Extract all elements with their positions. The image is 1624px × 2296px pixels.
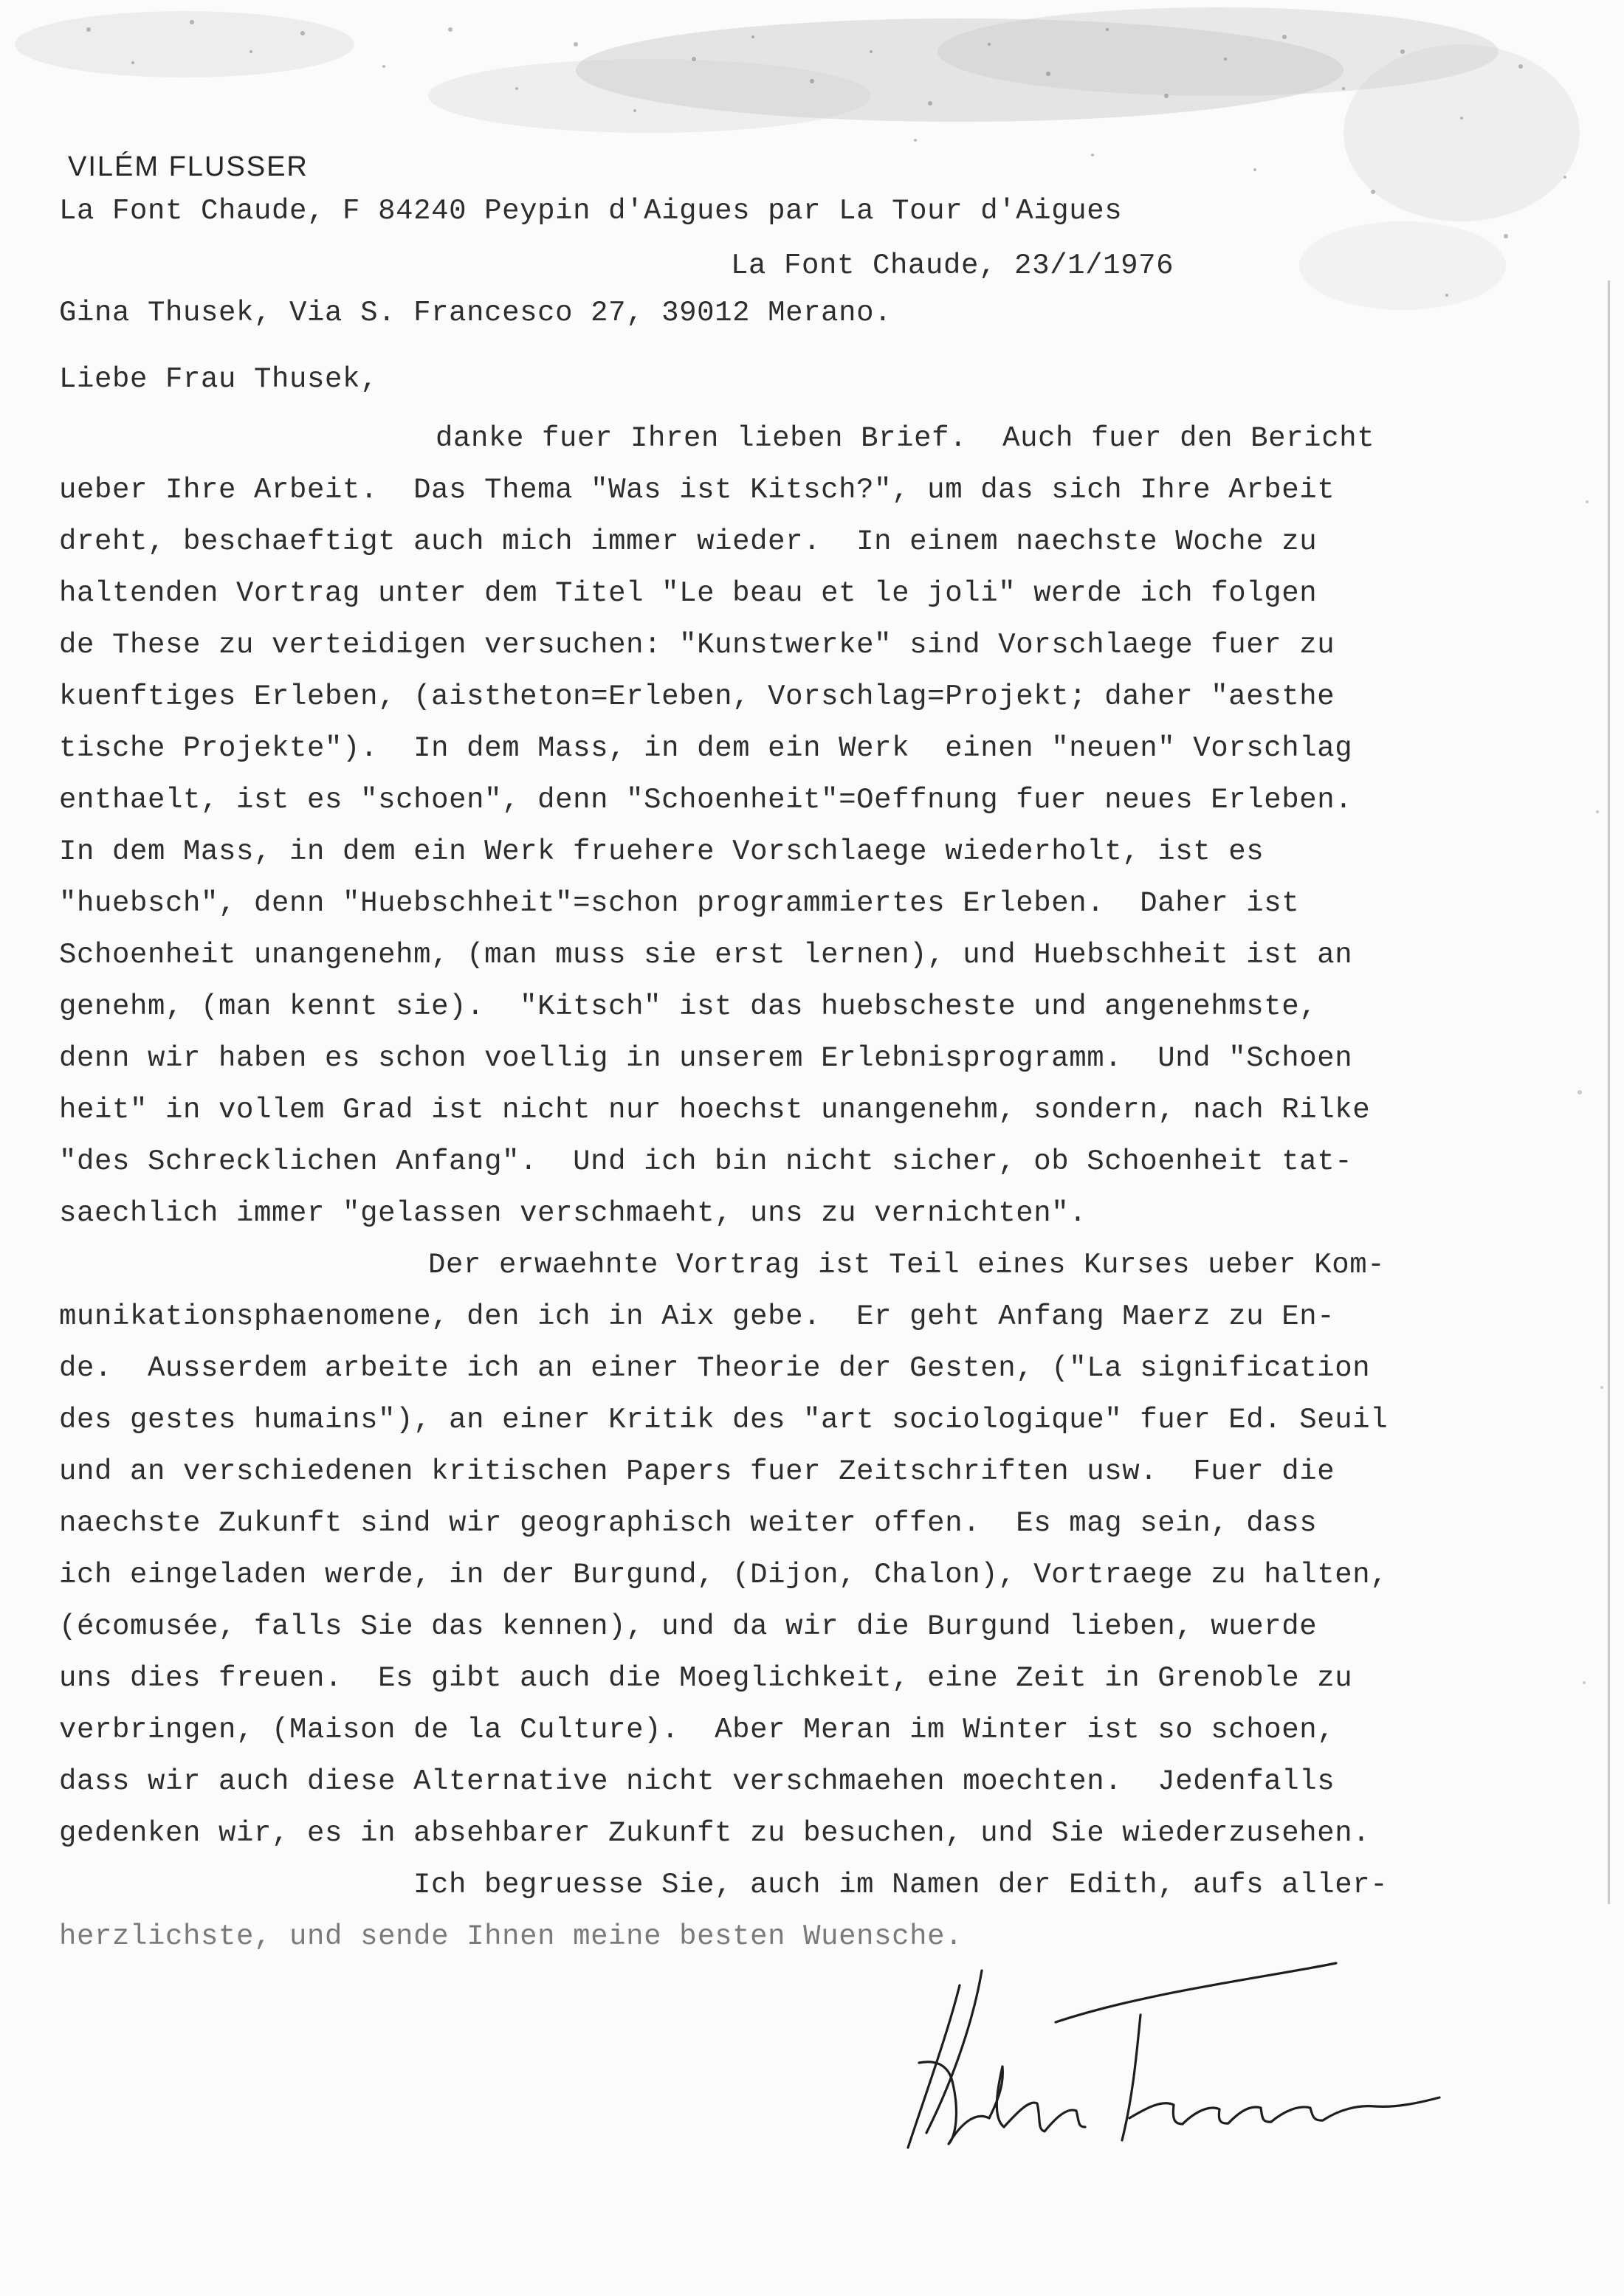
body-line: tische Projekte"). In dem Mass, in dem ein Werk einen "neuen" Vorschlag	[59, 732, 1353, 765]
body-line: uns dies freuen. Es gibt auch die Moeglichkeit, eine Zeit in Grenoble zu	[59, 1662, 1353, 1695]
letter-date: La Font Chaude, 23/1/1976	[731, 249, 1174, 282]
body-line: enthaelt, ist es "schoen", denn "Schoenheit"=Oeffnung fuer neues Erleben.	[59, 784, 1353, 816]
body-line: denn wir haben es schon voellig in unserem Erlebnisprogramm. Und "Schoen	[59, 1042, 1353, 1075]
handwritten-signature	[878, 1934, 1469, 2155]
body-line: ueber Ihre Arbeit. Das Thema "Was ist Kitsch?", um das sich Ihre Arbeit	[59, 474, 1335, 506]
body-line: des gestes humains"), an einer Kritik des "art sociologique" fuer Ed. Seuil	[59, 1404, 1389, 1436]
body-line: naechste Zukunft sind wir geographisch weiter offen. Es mag sein, dass	[59, 1507, 1318, 1540]
letterhead-name: VILÉM FLUSSER	[68, 151, 309, 182]
body-line: verbringen, (Maison de la Culture). Aber Meran im Winter ist so schoen,	[59, 1714, 1335, 1746]
body-line: de These zu verteidigen versuchen: "Kunstwerke" sind Vorschlaege fuer zu	[59, 629, 1335, 661]
body-line: haltenden Vortrag unter dem Titel "Le beau et le joli" werde ich folgen	[59, 577, 1318, 610]
photocopy-noise-edge	[1565, 280, 1624, 1904]
body-line: dreht, beschaeftigt auch mich immer wieder. In einem naechste Woche zu	[59, 525, 1318, 558]
body-line: munikationsphaenomene, den ich in Aix gebe. Er geht Anfang Maerz zu En-	[59, 1300, 1335, 1333]
body-line: "des Schrecklichen Anfang". Und ich bin nicht sicher, ob Schoenheit tat-	[59, 1145, 1353, 1178]
body-line: dass wir auch diese Alternative nicht verschmaehen moechten. Jedenfalls	[59, 1765, 1335, 1798]
body-line: "huebsch", denn "Huebschheit"=schon programmiertes Erleben. Daher ist	[59, 887, 1300, 920]
body-line: und an verschiedenen kritischen Papers fuer Zeitschriften usw. Fuer die	[59, 1455, 1335, 1488]
body-line: Ich begruesse Sie, auch im Namen der Edith, aufs aller-	[413, 1869, 1389, 1901]
body-line: danke fuer Ihren lieben Brief. Auch fuer den Bericht	[436, 422, 1375, 455]
body-line: Der erwaehnte Vortrag ist Teil eines Kurses ueber Kom-	[428, 1249, 1386, 1281]
body-line: kuenftiges Erleben, (aistheton=Erleben, Vorschlag=Projekt; daher "aesthe	[59, 680, 1335, 713]
body-line: ich eingeladen werde, in der Burgund, (Dijon, Chalon), Vortraege zu halten,	[59, 1559, 1389, 1591]
body-line: herzlichste, und sende Ihnen meine besten Wuensche.	[59, 1920, 963, 1953]
body-line: genehm, (man kennt sie). "Kitsch" ist das huebscheste und angenehmste,	[59, 990, 1318, 1023]
body-line: saechlich immer "gelassen verschmaeht, uns zu vernichten".	[59, 1197, 1087, 1230]
recipient-address: Gina Thusek, Via S. Francesco 27, 39012 Merano.	[59, 297, 892, 329]
body-line: In dem Mass, in dem ein Werk fruehere Vorschlaege wiederholt, ist es	[59, 835, 1265, 868]
body-line: gedenken wir, es in absehbarer Zukunft zu besuchen, und Sie wiederzusehen.	[59, 1817, 1371, 1849]
body-line: de. Ausserdem arbeite ich an einer Theorie der Gesten, ("La signification	[59, 1352, 1371, 1385]
body-line: Schoenheit unangenehm, (man muss sie erst lernen), und Huebschheit ist an	[59, 939, 1353, 971]
body-line: (écomusée, falls Sie das kennen), und da wir die Burgund lieben, wuerde	[59, 1610, 1318, 1643]
body-line: heit" in vollem Grad ist nicht nur hoechst unangenehm, sondern, nach Rilke	[59, 1094, 1371, 1126]
letterhead-address: La Font Chaude, F 84240 Peypin d'Aigues par La Tour d'Aigues	[59, 195, 1123, 227]
salutation: Liebe Frau Thusek,	[59, 363, 379, 396]
